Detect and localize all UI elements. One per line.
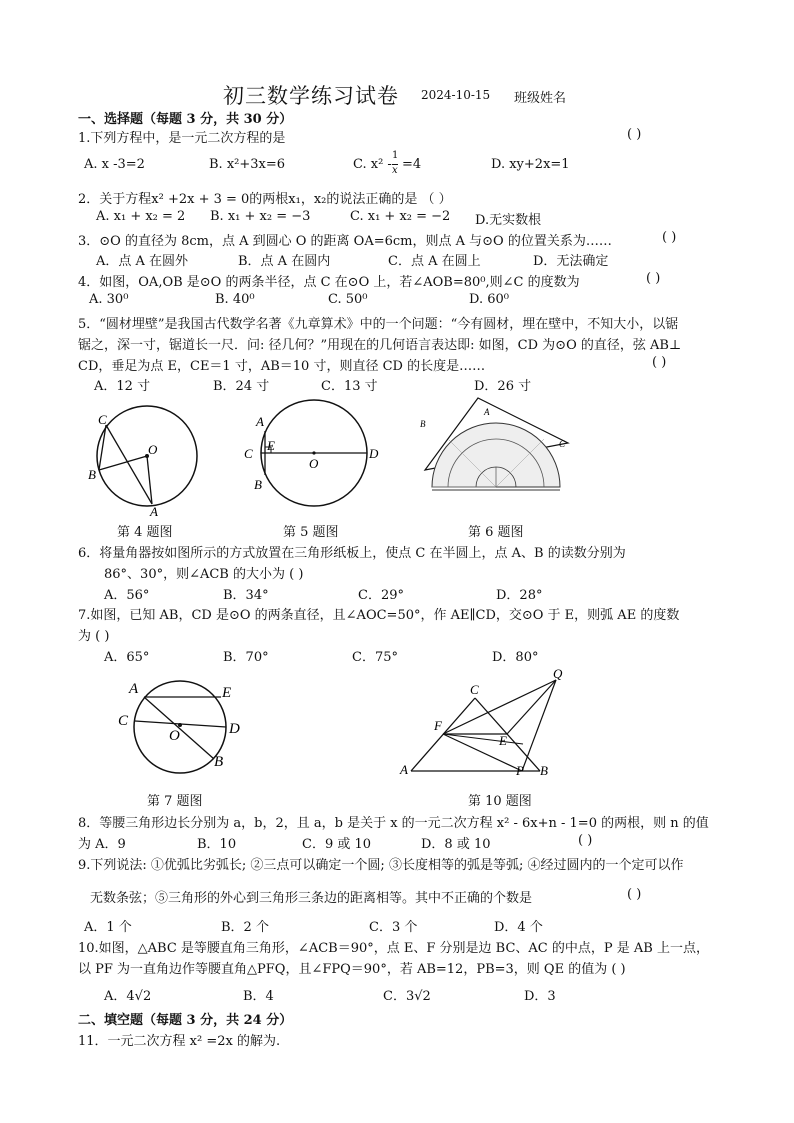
q3-option-b: B．点 A 在圆内 bbox=[238, 254, 331, 269]
fig10-label-c: C bbox=[470, 682, 479, 697]
q10-line1: 10.如图，△ABC 是等腰直角三角形，∠ACB＝90°，点 E、F 分别是边 BC、AC 的中点，P 是 AB 上一点， bbox=[78, 941, 709, 956]
q7-option-d: D．80° bbox=[492, 650, 539, 665]
q6-line2: 86°、30°，则∠ACB 的大小为 ( ) bbox=[104, 567, 304, 582]
figure-4 bbox=[80, 398, 210, 518]
caption-fig7: 第 7 题图 bbox=[147, 794, 203, 809]
caption-fig10: 第 10 题图 bbox=[468, 794, 532, 809]
q5-option-b: B．24 寸 bbox=[213, 379, 270, 394]
figure-10 bbox=[395, 668, 575, 783]
q9-option-c: C．3 个 bbox=[369, 920, 418, 935]
q10-option-c: C．3√2 bbox=[383, 989, 431, 1004]
fig6-label-b: B bbox=[420, 419, 426, 429]
q4-option-b: B. 40⁰ bbox=[215, 292, 255, 307]
q8-option-a: 为 A．9 bbox=[78, 837, 126, 852]
q8-option-b: B．10 bbox=[197, 837, 237, 852]
figure-7 bbox=[115, 675, 250, 790]
q2-option-c: C. x₁ + x₂ = −2 bbox=[350, 209, 451, 224]
q9-option-a: A．1 个 bbox=[84, 920, 132, 935]
q8-option-c: C．9 或 10 bbox=[302, 837, 372, 852]
fig10-label-a: A bbox=[400, 762, 408, 777]
fig7-label-o: O bbox=[169, 728, 180, 744]
q5-option-c: C．13 寸 bbox=[321, 379, 378, 394]
q4-option-d: D. 60⁰ bbox=[469, 292, 509, 307]
fig10-label-q: Q bbox=[553, 668, 563, 681]
fig5-label-b: B bbox=[254, 477, 262, 492]
q3-option-d: D．无法确定 bbox=[533, 254, 609, 269]
fig5-label-d: D bbox=[369, 446, 379, 461]
section-heading: 一、选择题（每题 3 分，共 30 分） bbox=[78, 112, 293, 127]
q8-answer-paren: ( ) bbox=[578, 833, 593, 848]
q5-answer-paren: ( ) bbox=[652, 355, 667, 370]
fig4-label-c: C bbox=[98, 412, 107, 427]
q6-line1: 6．将量角器按如图所示的方式放置在三角形纸板上，使点 C 在半圆上，点 A、B 的读数分别为 bbox=[78, 546, 626, 561]
fig5-label-e: E bbox=[267, 438, 275, 453]
q10-option-d: D．3 bbox=[524, 989, 556, 1004]
fig7-label-d: D bbox=[229, 721, 240, 737]
q6-option-c: C．29° bbox=[358, 588, 404, 603]
fig10-label-b: B bbox=[540, 763, 548, 778]
q6-option-d: D．28° bbox=[496, 588, 543, 603]
caption-fig4: 第 4 题图 bbox=[117, 525, 173, 540]
fig4-label-o: O bbox=[148, 442, 158, 457]
q11-stem: 11．一元二次方程 x² =2x 的解为. bbox=[78, 1034, 281, 1049]
q9-line2: 无数条弦；⑤三角形的外心到三角形三条边的距离相等。其中不正确的个数是 bbox=[90, 891, 533, 906]
exam-date: 2024-10-15 bbox=[421, 88, 491, 102]
fig6-label-a: A bbox=[484, 407, 490, 417]
q5-option-a: A．12 寸 bbox=[94, 379, 151, 394]
q4-answer-paren: ( ) bbox=[646, 271, 661, 286]
q5-line2: 锯之，深一寸，锯道长一尺．问: 径几何？”用现在的几何语言表达即: 如图，CD 为⊙O 的直径，弦 AB⊥ bbox=[78, 338, 682, 353]
fig4-label-a: A bbox=[150, 504, 158, 518]
caption-fig5: 第 5 题图 bbox=[283, 525, 339, 540]
figure-5 bbox=[240, 395, 390, 517]
q2-option-d: D.无实数根 bbox=[475, 213, 542, 228]
q6-option-b: B．34° bbox=[223, 588, 269, 603]
q9-option-b: B．2 个 bbox=[221, 920, 269, 935]
fig10-label-p: P bbox=[516, 763, 524, 778]
q7-line1: 7.如图，已知 AB，CD 是⊙O 的两条直径，且∠AOC=50°，作 AE∥CD，交⊙O 于 E，则弧 AE 的度数 bbox=[78, 608, 680, 623]
q4-stem: 4．如图，OA,OB 是⊙O 的两条半径，点 C 在⊙O 上，若∠AOB=80⁰,则∠C 的度数为 bbox=[78, 275, 580, 290]
q10-option-a: A．4√2 bbox=[104, 989, 152, 1004]
fig5-label-c: C bbox=[244, 446, 253, 461]
caption-fig6: 第 6 题图 bbox=[468, 525, 524, 540]
q1-option-c-frac-num: 1 bbox=[392, 150, 399, 161]
q9-line1: 9.下列说法: ①优弧比劣弧长; ②三点可以确定一个圆; ③长度相等的弧是等弧; ④经过圆内的一个定可以作 bbox=[78, 858, 684, 873]
q2-stem: 2．关于方程x² +2x + 3 = 0的两根x₁，x₂的说法正确的是 （ ） bbox=[78, 192, 452, 207]
q4-option-a: A. 30⁰ bbox=[89, 292, 129, 307]
q9-option-d: D．4 个 bbox=[494, 920, 543, 935]
q7-option-c: C．75° bbox=[352, 650, 398, 665]
q8-option-d: D．8 或 10 bbox=[421, 837, 491, 852]
q7-line2: 为 ( ) bbox=[78, 629, 110, 644]
q5-line1: 5．“圆材埋壁”是我国古代数学名著《九章算术》中的一个问题：“今有圆材，埋在壁中，不知大小，以锯 bbox=[78, 317, 679, 332]
q10-option-b: B．4 bbox=[243, 989, 274, 1004]
q1-option-c-tail: =4 bbox=[402, 157, 422, 172]
section-heading-2: 二、填空题（每题 3 分，共 24 分） bbox=[78, 1013, 293, 1028]
q3-option-a: A．点 A 在圆外 bbox=[96, 254, 189, 269]
q8-line1: 8．等腰三角形边长分别为 a，b，2，且 a，b 是关于 x 的一元二次方程 x² - 6x+n - 1=0 的两根，则 n 的值 bbox=[78, 816, 709, 831]
fig10-label-e: E bbox=[499, 733, 507, 748]
q10-line2: 以 PF 为一直角边作等腰直角△PFQ，且∠FPQ＝90°，若 AB=12，PB=3，则 QE 的值为 ( ) bbox=[78, 962, 626, 977]
q1-option-b: B. x²+3x=6 bbox=[209, 157, 286, 172]
q5-option-d: D．26 寸 bbox=[474, 379, 532, 394]
q3-option-c: C．点 A 在圆上 bbox=[388, 254, 481, 269]
fig10-label-f: F bbox=[434, 718, 442, 733]
fig7-label-a: A bbox=[129, 681, 139, 697]
fig5-label-o: O bbox=[309, 456, 319, 471]
fig7-label-c: C bbox=[118, 713, 129, 729]
q1-option-a: A. x -3=2 bbox=[84, 157, 145, 172]
fig7-label-b: B bbox=[214, 754, 224, 770]
q2-option-a: A. x₁ + x₂ = 2 bbox=[96, 209, 186, 224]
class-name-label: 班级姓名 bbox=[514, 91, 567, 106]
q1-stem: 1.下列方程中，是一元二次方程的是 bbox=[78, 131, 286, 146]
figure-6 bbox=[418, 395, 578, 495]
q1-option-d: D. xy+2x=1 bbox=[491, 157, 570, 172]
q6-option-a: A．56° bbox=[104, 588, 150, 603]
q3-answer-paren: ( ) bbox=[662, 230, 677, 245]
fig5-label-a: A bbox=[256, 414, 264, 429]
q2-option-b: B. x₁ + x₂ = −3 bbox=[210, 209, 311, 224]
q5-line3: CD，垂足为点 E，CE＝1 寸，AB＝10 寸，则直径 CD 的长度是…… bbox=[78, 359, 486, 374]
q7-option-a: A．65° bbox=[104, 650, 150, 665]
q3-stem: 3．⊙O 的直径为 8cm，点 A 到圆心 O 的距离 OA=6cm，则点 A 与⊙O 的位置关系为…… bbox=[78, 234, 612, 249]
q4-option-c: C. 50⁰ bbox=[328, 292, 368, 307]
q7-option-b: B．70° bbox=[223, 650, 269, 665]
q1-answer-paren: ( ) bbox=[627, 127, 642, 142]
q1-option-c: C. x² - bbox=[353, 157, 392, 172]
q1-option-c-frac-den: x bbox=[392, 165, 398, 176]
fig6-label-c: C bbox=[559, 439, 566, 449]
fig4-label-b: B bbox=[88, 467, 96, 482]
fig7-label-e: E bbox=[222, 685, 232, 701]
q9-answer-paren: ( ) bbox=[627, 887, 642, 902]
page-title: 初三数学练习试卷 bbox=[223, 84, 399, 108]
